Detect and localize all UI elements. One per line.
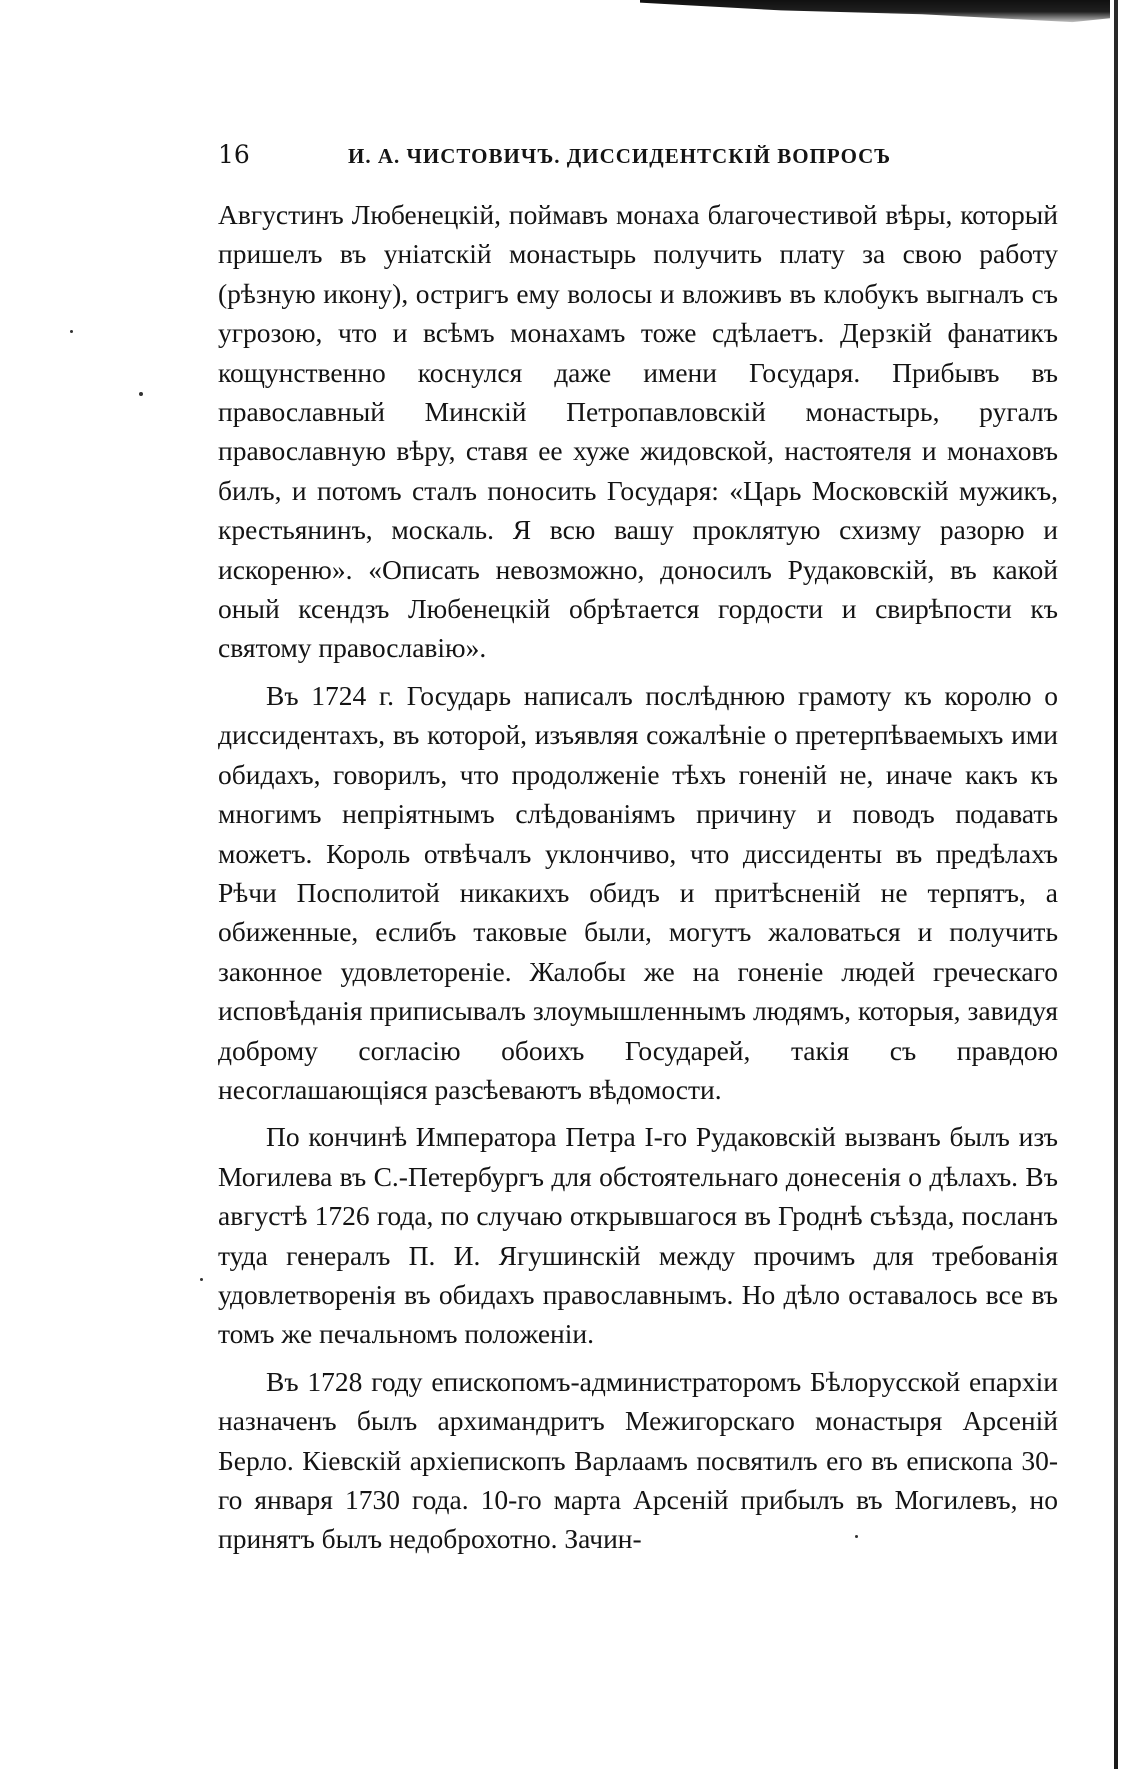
page-number: 16 [218, 140, 250, 169]
book-page [218, 140, 1058, 1567]
page-header [218, 140, 1058, 169]
paragraph-3: По кончинѣ Императора Петра I-го Рудаковскій вызванъ былъ изъ Могилева въ С.-Петербургъ для обстоятельнаго донесенія о дѣлахъ. Въ августѣ 1726 года, по случаю открывшагося въ Гроднѣ съѣзда, посланъ туда генералъ П. И. Ягушинскій между прочимъ для требованія удовлетворенія въ обидахъ православнымъ. Но дѣло оставалось все въ томъ же печальномъ положеніи. [218, 1121, 1058, 1350]
scan-edge-line-right [1114, 0, 1118, 1769]
paragraph-2: Въ 1724 г. Государь написалъ послѣднюю грамоту къ королю о диссидентахъ, въ которой, изъявляя сожалѣніе о претерпѣваемыхъ ими обидахъ, говорилъ, что продолженіе тѣхъ гоненій не, иначе какъ къ многимъ непріятнымъ слѣдованіямъ причину и поводъ подавать можетъ. Король отвѣчалъ уклончиво, что диссиденты въ предѣлахъ Рѣчи Посполитой никакихъ обидъ и притѣсненій не терпятъ, а обиженные, еслибъ таковые были, могутъ жаловаться и получить законное удовлетореніе. Жалобы же на гоненіе людей греческаго исповѣданія приписывалъ злоумышленнымъ людямъ, которыя, завидуя доброму согласію обоихъ Государей, такія съ правдою несоглашающіяся разсѣеваютъ вѣдомости. [218, 679, 1058, 1105]
running-head: И. А. ЧИСТОВИЧЪ. ДИССИДЕНТСКІЙ ВОПРОСЪ [348, 144, 892, 168]
scan-edge-shadow-top [640, 0, 1110, 26]
scan-speck [70, 330, 73, 333]
paragraph-1: Августинъ Любенецкій, поймавъ монаха благочестивой вѣры, который пришелъ въ уніатскій монастырь получить плату за свою работу (рѣзную икону), остригъ ему волосы и вложивъ въ клобукъ выгналъ съ угрозою, что и всѣмъ монахамъ тоже сдѣлаетъ. Дерзкій фанатикъ кощунственно коснулся даже имени Государя. Прибывъ въ православный Минскій Петропавловскій монастырь, ругалъ православную вѣру, ставя ее хуже жидовской, настоятеля и монаховъ билъ, и потомъ сталъ поносить Государя: «Царь Московскій мужикъ, крестьянинъ, москаль. Я всю вашу проклятую схизму разорю и искореню». «Описать невозможно, доносилъ Рудаковскій, въ какой оный ксендзъ Любенецкій обрѣтается гордости и свирѣпости къ святому православію». [218, 199, 1058, 664]
paragraph-4: Въ 1728 году епископомъ-администраторомъ Бѣлорусской епархіи назначенъ былъ архимандритъ Межигорскаго монастыря Арсеній Берло. Кіевскій архіепископъ Варлаамъ посвятилъ его въ епископа 30-го января 1730 года. 10-го марта Арсеній прибылъ въ Могилевъ, но принятъ былъ недоброхотно. Зачин- [218, 1365, 1058, 1555]
body-text [218, 195, 1058, 1559]
scan-speck [139, 392, 143, 396]
scan-speck [200, 1278, 203, 1281]
